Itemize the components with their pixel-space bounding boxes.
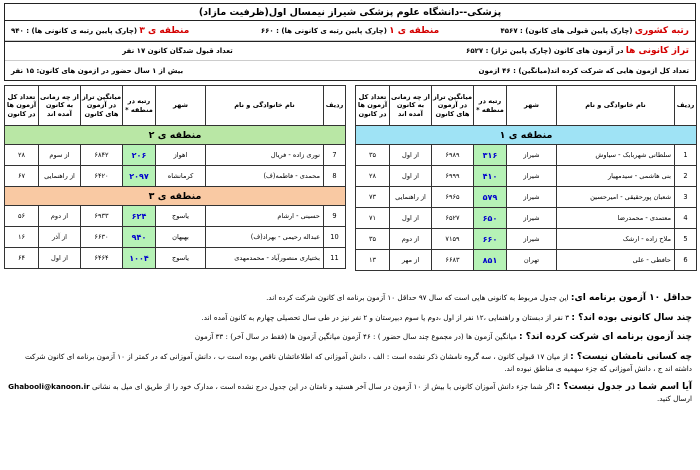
region1-label-row [356,126,697,145]
student-rank: ۹۴۰ [123,227,156,248]
student-rank: ۴۱۰ [474,166,507,187]
student-since: از راهنمایی [39,166,81,187]
note-not-listed [8,381,692,405]
student-avg-level: ۶۹۸۹ [432,145,474,166]
student-total-exams: ۵۶ [5,206,39,227]
student-rank: ۱۰۰۴ [123,248,156,269]
student-avg-level: ۶۴۲۰ [81,166,123,187]
note-min-exams [8,292,692,306]
student-total-exams: ۷۱ [356,208,390,229]
row-number: 5 [675,229,697,250]
student-total-exams: ۲۸ [356,166,390,187]
row-number: 6 [675,250,697,271]
kanoon-level-cell [350,46,695,56]
student-name: ملاح زاده - ارشک [557,229,675,250]
student-city: شیراز [507,166,557,187]
region1-rows [356,145,697,271]
col-name: نام خانوادگی و نام [557,86,675,126]
col-since: از چه زمانی به کانون آمده اند [390,86,432,126]
col-city: شهر [156,86,206,126]
region3-label: منطقه ی ۳ [5,187,346,206]
student-avg-level: ۶۴۶۴ [81,248,123,269]
student-avg-level: ۶۹۳۳ [81,206,123,227]
student-name: حافظی - علی [557,250,675,271]
note-q5: آیا اسم شما در جدول نیست؟ : [556,381,692,392]
student-name: محمدی - فاطمه(ف) [206,166,324,187]
student-avg-level: ۶۸۴۲ [81,145,123,166]
table-header-row [356,86,697,126]
student-avg-level: ۶۹۹۹ [432,166,474,187]
col-avg-level: میانگین تراز در آزمون های کانون [432,86,474,126]
kanoon-level-desc: در آزمون های کانون (چارک پایین تراز) : ۶۵۲۷ [466,47,624,55]
student-since: از اول [390,145,432,166]
region1-rank-cell [235,26,465,36]
row-number: 3 [675,187,697,208]
student-total-exams: ۳۵ [356,229,390,250]
row-number: 1 [675,145,697,166]
national-rank-cell [465,26,695,36]
student-rank: ۲۰۹۷ [123,166,156,187]
table-row [356,208,697,229]
student-city: اهواز [156,145,206,166]
table-row [5,206,346,227]
student-rank: ۵۷۹ [474,187,507,208]
region2-label: منطقه ی ۲ [5,126,346,145]
kanoon-level-label: تراز کانونی ها [625,46,689,56]
table-row [5,166,346,187]
notes-section [8,292,692,411]
region1-rank-desc: (چارک پایین رتبه ی کانونی ها) : ۶۶۰ [260,26,387,35]
student-avg-level: ۶۶۳۰ [81,227,123,248]
note-q1: حداقل ۱۰ آزمون برنامه ای: [570,293,692,303]
region2-rows [5,145,346,187]
student-name: سلطانی شهربابک - سیاوش [557,145,675,166]
student-total-exams: ۶۷ [5,166,39,187]
student-rank: ۳۱۶ [474,145,507,166]
region3-rows [5,206,346,269]
note-a5-end: ارسال کنید. [656,394,692,404]
student-since: از دوم [39,206,81,227]
region3-label-row [5,187,346,206]
col-total: تعداد کل آزمون ها در کانون [356,86,390,126]
col-rank: رتبه در منطقه * [474,86,507,126]
table-row [356,187,697,208]
table-row [5,248,346,269]
header-row-levels [5,41,695,61]
note-a1: این جدول مربوط به کانونی هایی است که سال ۹۷ حداقل ۱۰ آزمون برنامه ای کانون شرکت کرده اند. [266,293,571,302]
student-since: از اول [390,208,432,229]
header-row-exams [5,61,695,81]
region1-table [355,85,697,271]
row-number: 7 [324,145,346,166]
total-exams-info: تعداد کل آزمون هایی که شرکت کرده اند(میانگین) : ۴۶ آزمون [478,67,689,75]
student-city: کرمانشاه [156,166,206,187]
note-a2: ۳ نفر از دبستان و راهنمایی ،۱۲ نفر از اول ،دوم یا سوم دبیرستان و ۲ نفر نیز در طی سال تحصیلی چهارم به کانون آمده اند. [201,312,572,322]
col-row: ردیف [324,86,346,126]
header-row-ranks [5,21,695,41]
row-number: 10 [324,227,346,248]
table-row [356,145,697,166]
row-number: 8 [324,166,346,187]
note-q2: چند سال کانونی بوده اند؟ : [571,312,692,323]
student-city: شیراز [507,145,557,166]
note-a3: میانگین آزمون ها (در مجموع چند سال حضور ) : ۴۶ آزمون میانگین آزمون ها (فقط در سال آخر) : ۳۳ آزمون [194,332,519,341]
student-rank: ۶۵۰ [474,208,507,229]
student-avg-level: ۷۱۵۹ [432,229,474,250]
col-avg-level: میانگین تراز در آزمون های کانون [81,86,123,126]
table-header-row [5,86,346,126]
student-name: شعبان پورحقیقی - امیرحسین [557,187,675,208]
region3-rank-label: منطقه ی ۳ [139,25,190,36]
row-number: 11 [324,248,346,269]
student-total-exams: ۱۶ [5,227,39,248]
row-number: 9 [324,206,346,227]
student-since: از آذر [39,227,81,248]
student-name: معتمدی - محمدرضا [557,208,675,229]
table-row [356,166,697,187]
region3-rank-desc: (چارک پایین رتبه ی کانونی ها) : ۹۴۰ [11,26,138,35]
note-q4: چه کسانی نامشان نیست؟ : [570,351,692,362]
student-avg-level: ۶۵۲۷ [432,208,474,229]
student-rank: ۸۵۱ [474,250,507,271]
student-total-exams: ۳۵ [356,145,390,166]
note-exam-count [8,331,692,345]
note-a5: اگر شما جزء دانش آموزان کانونی با بیش از ۱۰ آزمون در سال آخر هستید و نامتان در این جدول درج نشده است ، مدارک خود را از طریق ای میل به نشانی [91,381,557,391]
region3-rank-cell [5,26,235,36]
student-avg-level: ۶۹۶۵ [432,187,474,208]
row-number: 4 [675,208,697,229]
student-name: بختیاری منصورآباد - محمدمهدی [206,248,324,269]
student-since: از سوم [39,145,81,166]
row-number: 2 [675,166,697,187]
student-since: از اول [390,166,432,187]
student-since: از اول [39,248,81,269]
student-name: عبداله رحیمی - بهراد(ف) [206,227,324,248]
student-city: بهبهان [156,227,206,248]
col-city: شهر [507,86,557,126]
note-missing [8,351,692,375]
student-total-exams: ۱۳ [356,250,390,271]
table-row [5,145,346,166]
note-q3: چند آزمون برنامه ای شرکت کرده اند؟ : [518,332,692,342]
student-since: از مهر [390,250,432,271]
contact-email[interactable]: Ghabooli@kanoon.ir [8,381,90,391]
student-avg-level: ۶۶۸۳ [432,250,474,271]
student-city: تهران [507,250,557,271]
more-than-year-info: بیش از ۱ سال حضور در آزمون های کانون: ۱۵ نفر [11,67,184,75]
col-since: از چه زمانی به کانون آمده اند [39,86,81,126]
note-years [8,312,692,326]
student-total-exams: ۲۸ [5,145,39,166]
student-city: شیراز [507,187,557,208]
student-total-exams: ۷۳ [356,187,390,208]
national-rank-desc: (چارک پایین قبولی های کانون) : ۴۵۶۷ [500,26,633,35]
student-city: یاسوج [156,206,206,227]
table-row [5,227,346,248]
student-name: بنی هاشمی - سیدمهیار [557,166,675,187]
student-city: یاسوج [156,248,206,269]
table-row [356,229,697,250]
region1-rank-label: منطقه ی ۱ [389,25,440,36]
table-row [356,250,697,271]
col-row: ردیف [675,86,697,126]
student-total-exams: ۶۴ [5,248,39,269]
student-name: نوری زاده - فریال [206,145,324,166]
national-rank-label: رتبه کشوری [634,25,689,36]
region2-label-row [5,126,346,145]
student-name: حسینی - ارشام [206,206,324,227]
admitted-count: تعداد قبول شدگان کانون ۱۷ نفر [122,47,233,55]
region2-3-table [4,85,346,269]
student-city: شیراز [507,229,557,250]
student-rank: ۶۲۴ [123,206,156,227]
note-a4: از میان ۱۷ قبولی کانون ، سه گروه نامشان ذکر نشده است : الف ، دانش آموزانی که اطلاعاتشان ناقص بوده است ب ، دانش آموزانی که در کمتر از ۱۰ آزمون برنامه ای کانون شرکت داشته اند ج ، دانش آموزانی که جزء سهمیه ی مناطق نبوده اند. [24,351,692,373]
student-city: شیراز [507,208,557,229]
col-name: نام خانوادگی و نام [206,86,324,126]
student-rank: ۶۶۰ [474,229,507,250]
col-total: تعداد کل آزمون ها در کانون [5,86,39,126]
student-since: از راهنمایی [390,187,432,208]
region1-label: منطقه ی ۱ [356,126,697,145]
header-box [4,3,696,81]
student-since: از دوم [390,229,432,250]
col-rank: رتبه در منطقه * [123,86,156,126]
student-rank: ۲۰۶ [123,145,156,166]
page-title: پزشکی--دانشگاه علوم پزشکی شیراز نیمسال اول(ظرفیت مازاد) [5,4,695,21]
